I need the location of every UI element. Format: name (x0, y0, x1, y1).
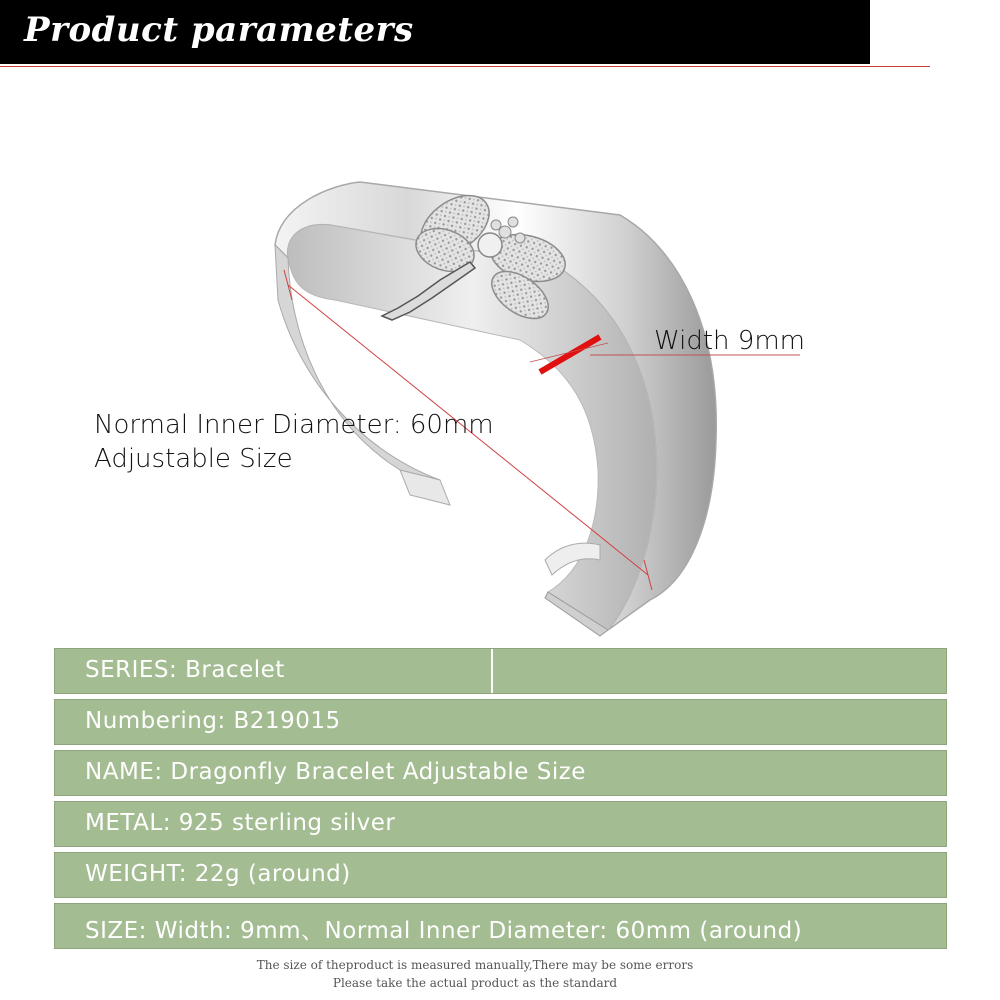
spec-series: SERIES: Bracelet (85, 657, 285, 683)
diameter-label: Normal Inner Diameter: 60mm (94, 410, 494, 440)
page-title: Product parameters (24, 10, 414, 50)
footnote-line-1: The size of theproduct is measured manually,There may be some errors (256, 958, 694, 972)
spec-metal: METAL: 925 sterling silver (85, 810, 396, 836)
spec-row-numbering (54, 699, 947, 745)
width-label: Width 9mm (654, 326, 805, 356)
bracelet-image (0, 80, 1000, 650)
footnote-line-2: Please take the actual product as the standard (332, 976, 618, 990)
row-divider (491, 649, 493, 693)
adjustable-label: Adjustable Size (94, 444, 293, 474)
spec-name: NAME: Dragonfly Bracelet Adjustable Size (85, 759, 586, 785)
spec-size: SIZE: Width: 9mm、Normal Inner Diameter: 60mm (around) (85, 918, 803, 944)
header-bar (0, 0, 870, 64)
header-divider (0, 66, 930, 67)
spec-weight: WEIGHT: 22g (around) (85, 861, 351, 887)
spec-row-series (54, 648, 947, 694)
spec-row-size (54, 903, 947, 949)
spec-row-weight (54, 852, 947, 898)
spec-row-metal (54, 801, 947, 847)
spec-row-name (54, 750, 947, 796)
spec-numbering: Numbering: B219015 (85, 708, 341, 734)
spec-table (54, 648, 947, 954)
